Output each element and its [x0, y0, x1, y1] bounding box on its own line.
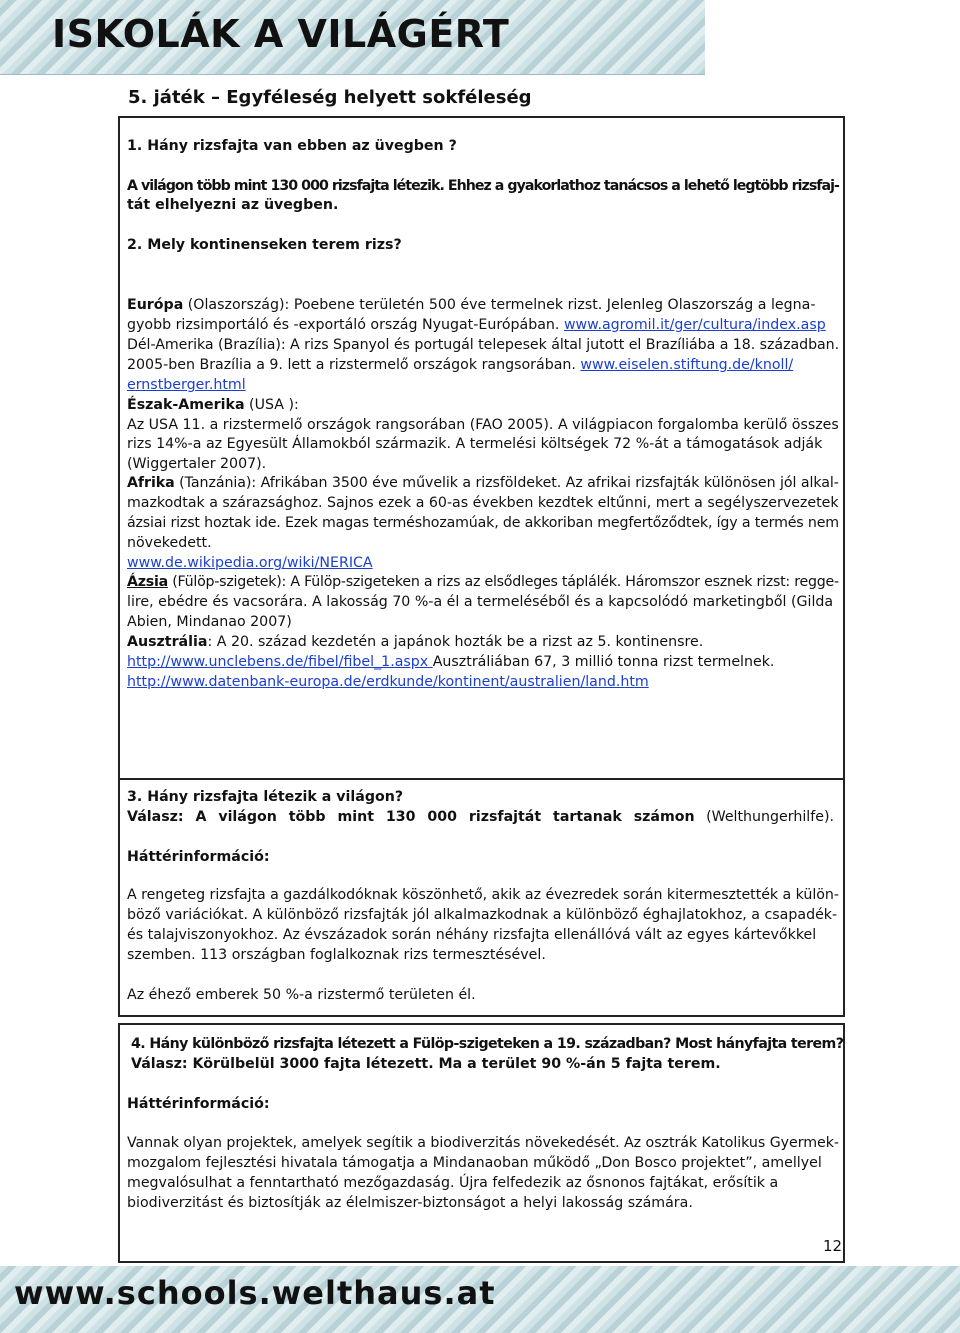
usa-line-1: Az USA 11. a rizstermelő országok rangsorában (FAO 2005). A világpiacon forgalomba kerülő összes	[127, 417, 839, 433]
section-4-text-3: megvalósulhat a fenntartható mezőgazdaság. Újra felfedezik az ősnonos fajtákat, erősítik a	[127, 1175, 779, 1191]
section-3-text-4: szemben. 113 országban foglalkoznak rizs termesztésével.	[127, 947, 546, 963]
game-title: 5. játék – Egyféleség helyett sokféleség	[128, 87, 532, 108]
ausztralia-line-2	[127, 652, 774, 672]
answer-3-label: Válasz: A világon több mint 130 000 rizsfajtát tartanak számon	[127, 809, 695, 825]
question-2: 2. Mely kontinenseken terem rizs?	[127, 237, 402, 253]
section-3-text-5: Az éhező emberek 50 %-a rizstermő területen él.	[127, 987, 476, 1003]
section-3-text-2: böző variációkat. A különböző rizsfajták jól alkalmazkodnak a különböző éghajlatokhoz, a csapadék-	[127, 907, 838, 923]
section-3-text-3: és talajviszonyokhoz. Az évszázadok során néhány rizsfajta ellenállóvá vált az egyes kártevőkkel	[127, 927, 817, 943]
afrika-line-4: növekedett.	[127, 535, 212, 551]
europa-text: (Olaszország): Poebene területén 500 éve termelnek rizst. Jelenleg Olaszország a legna-	[183, 297, 816, 313]
background-heading-3: Háttérinformáció:	[127, 849, 270, 865]
header-title: ISKOLÁK A VILÁGÉRT	[52, 12, 510, 56]
question-4: 4. Hány különböző rizsfajta létezett a Fülöp-szigeteken a 19. században? Most hányfajta terem?	[131, 1036, 844, 1052]
azsia-line-3: Abien, Mindanao 2007)	[127, 614, 292, 630]
europa-link[interactable]: www.agromil.it/ger/cultura/index.asp	[563, 317, 826, 333]
eszak-amerika-heading	[127, 395, 299, 415]
europa-line-2	[127, 315, 826, 335]
europa-line-1	[127, 295, 815, 315]
question-3: 3. Hány rizsfajta létezik a világon?	[127, 789, 404, 805]
page-number: 12	[823, 1237, 843, 1255]
delamerika-line: Dél-Amerika (Brazília): A rizs Spanyol és portugál telepesek által jutott el Brazíliába a 18. században.	[127, 337, 840, 353]
eszak-amerika-country: (USA ):	[244, 397, 299, 413]
footer-url[interactable]: www.schools.welthaus.at	[14, 1274, 496, 1312]
afrika-link[interactable]: www.de.wikipedia.org/wiki/NERICA	[127, 555, 373, 571]
question-1: 1. Hány rizsfajta van ebben az üvegben ?	[127, 138, 457, 154]
afrika-label: Afrika	[127, 475, 175, 491]
azsia-text: (Fülöp-szigetek): A Fülöp-szigeteken a rizs az elsődleges táplálék. Háromszor esznek rizst: regge-	[167, 574, 839, 590]
azsia-label: Ázsia	[127, 574, 168, 590]
usa-line-2: rizs 14%-a az Egyesült Államokból származik. A termelési költségek 72 %-át a támogatások adják	[127, 436, 823, 452]
section-4-text-4: biodiverzitást és biztosítják az élelmiszer-biztonságot a helyi lakosság számára.	[127, 1195, 693, 1211]
afrika-line-2: mazkodtak a szárazsághoz. Sajnos ezek a 60-as években kezdtek eltűnni, mert a segélyszervezetek	[127, 495, 839, 511]
answer-4: Válasz: Körülbelül 3000 fajta létezett. Ma a terület 90 %-án 5 fajta terem.	[131, 1056, 721, 1072]
answer-3-line	[127, 807, 834, 827]
brazil-link[interactable]: www.eiselen.stiftung.de/knoll/	[580, 357, 794, 373]
section-4-text-1: Vannak olyan projektek, amelyek segítik a biodiverzitás növekedését. Az osztrák Katolikus Gyermek-	[127, 1135, 839, 1151]
section-4-text-2: mozgalom fejlesztési hivatala támogatja a Mindanaoban működő „Don Bosco projektet”, amellyel	[127, 1155, 822, 1171]
azsia-line-1	[127, 572, 839, 592]
brazil-link-cont[interactable]: ernstberger.html	[127, 377, 246, 393]
answer-1-line-2: tát elhelyezni az üvegben.	[127, 197, 339, 213]
unclebens-link[interactable]: http://www.unclebens.de/fibel/fibel_1.aspx	[127, 654, 433, 670]
background-heading-4: Háttérinformáció:	[127, 1096, 270, 1112]
section-3-text-1: A rengeteg rizsfajta a gazdálkodóknak köszönhető, akik az évezredek során kitermesztették a külön-	[127, 887, 839, 903]
datenbank-link[interactable]: http://www.datenbank-europa.de/erdkunde/kontinent/australien/land.htm	[127, 674, 649, 690]
afrika-text: (Tanzánia): Afrikában 3500 éve művelik a rizsföldeket. Az afrikai rizsfajták különösen jól alkal-	[174, 475, 839, 491]
usa-line-3: (Wiggertaler 2007).	[127, 456, 267, 472]
ausztralia-label: Ausztrália	[127, 634, 208, 650]
ausztralia-text-2: Ausztráliában 67, 3 millió tonna rizst termelnek.	[432, 654, 775, 670]
afrika-line-3: ázsiai rizst hoztak ide. Ezek magas terméshozamúak, de akkoriban megfertőződtek, így a termés nem	[127, 515, 839, 531]
ausztralia-line-1	[127, 632, 703, 652]
azsia-line-2: lire, ebédre és vacsorára. A lakosság 70 %-a él a termeléséből és a kapcsolódó marketingből (Gilda	[127, 594, 834, 610]
europa-text-2: gyobb rizsimportáló és -exportáló ország Nyugat-Európában.	[127, 317, 564, 333]
brazil-text: 2005-ben Brazília a 9. lett a rizstermelő országok rangsorában.	[127, 357, 581, 373]
answer-1-line-1: A világon több mint 130 000 rizsfajta létezik. Ehhez a gyakorlathoz tanácsos a lehető legtöbb rizsfaj-	[127, 178, 839, 194]
answer-3-source: (Welthungerhilfe).	[694, 809, 834, 825]
ausztralia-text: : A 20. század kezdetén a japánok hozták be a rizst az 5. kontinensre.	[207, 634, 704, 650]
afrika-line-1	[127, 473, 839, 493]
europa-label: Európa	[127, 297, 184, 313]
eszak-amerika-label: Észak-Amerika	[127, 397, 245, 413]
brazil-line	[127, 355, 793, 375]
